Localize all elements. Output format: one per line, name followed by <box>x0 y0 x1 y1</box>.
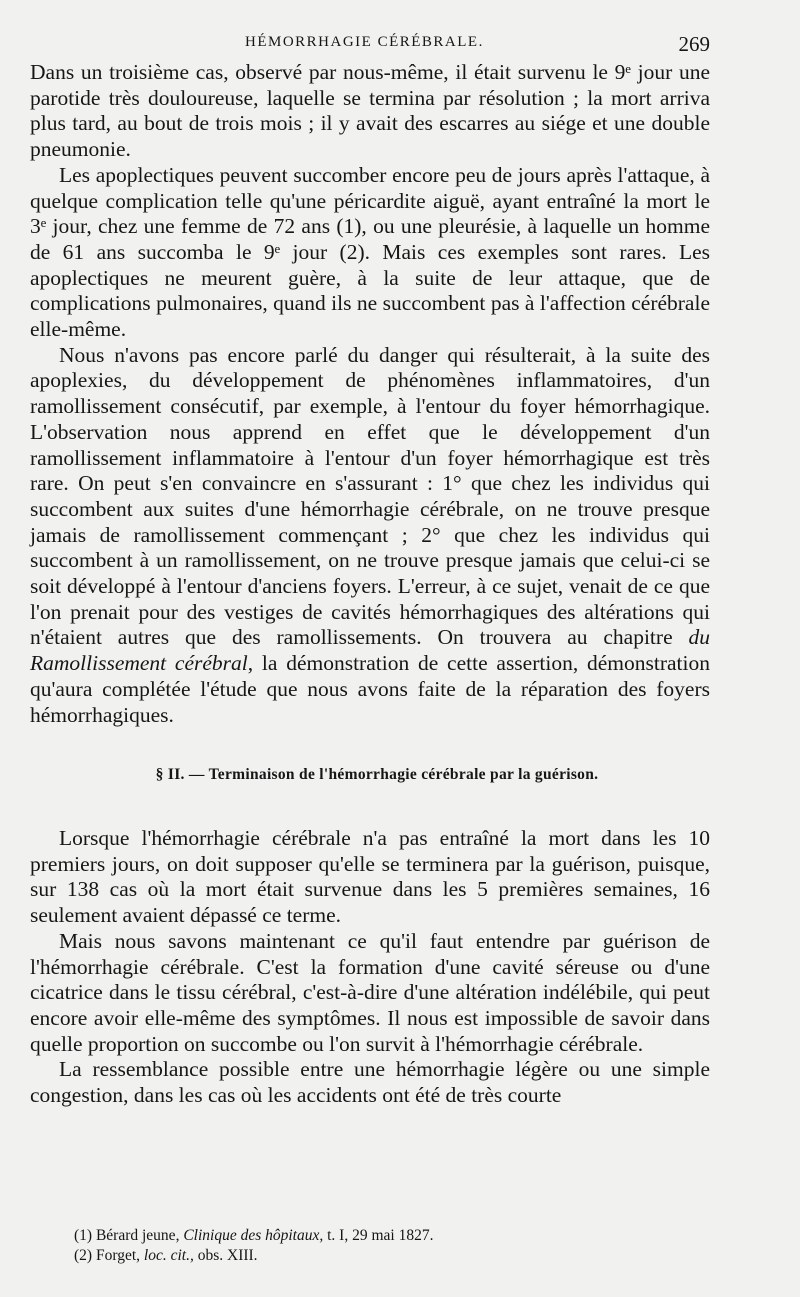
running-title: HÉMORRHAGIE CÉRÉBRALE. <box>245 34 484 50</box>
section-heading: § II. — Terminaison de l'hémorrhagie cérébrale par la guérison. <box>155 766 599 784</box>
paragraph-3-text: Nous n'avons pas encore parlé du danger qui résulterait, à la suite des apoplexies, du développement de phénomènes inflammatoires, d'un ramollissement consécutif, par exemple, à l'entour du foyer hémorrhagique. L'observation nous apprend en effet que le développement d'un ramollissement inflammatoire à l'entour d'un foyer hémorrhagique est très rare. On peut s'en convaincre en s'assurant : 1° que chez les individus qui succombent aux suites d'une hémorrhagie cérébrale, on ne trouve presque jamais de ramollissement commençant ; 2° que chez les individus qui succombent à un ramollissement, on ne trouve presque jamais que celui-ci se soit développé à l'entour d'anciens foyers. L'erreur, à ce sujet, venait de ce que l'on prenait pour des vestiges de cavités hémorrhagiques des altérations qui n'étaient autres que des ramollissements. On trouvera au chapitre <box>30 342 710 650</box>
page-header <box>30 32 718 60</box>
page-number: 269 <box>678 32 710 56</box>
footnote-2-author: Forget, <box>95 1247 141 1264</box>
paragraph-3 <box>30 343 710 729</box>
footnote-2-details: obs. XIII. <box>197 1247 258 1264</box>
paragraph-3-text-end: , la démonstration de cette assertion, démonstration qu'aura complétée l'étude que nous avons faite de la réparation des foyers hémorrhagiques. <box>30 651 710 727</box>
paragraph-4: Lorsque l'hémorrhagie cérébrale n'a pas entraîné la mort dans les 10 premiers jours, on doit supposer qu'elle se terminera par la guérison, puisque, sur 138 cas où la mort était survenue dans les 5 premières semaines, 16 seulement avaient dépassé ce terme. <box>30 825 710 928</box>
footnote-1-details: t. I, 29 mai 1827. <box>327 1227 434 1244</box>
footnote-1-title: Clinique des hôpitaux, <box>183 1227 324 1244</box>
footnotes <box>74 1226 674 1266</box>
footnote-1-author: Bérard jeune, <box>95 1227 180 1244</box>
body-text <box>30 60 710 1109</box>
chapter-reference: du Ramollissement cérébral <box>30 625 710 676</box>
paragraph-1: Dans un troisième cas, observé par nous-même, il était survenu le 9ᵉ jour une parotide très douloureuse, laquelle se termina par résolution ; la mort arriva plus tard, au bout de trois mois ; il y avait des escarres au siége et une double pneumonie. <box>30 60 710 162</box>
footnote-1-number: (1) <box>74 1227 93 1244</box>
paragraph-2: Les apoplectiques peuvent succomber encore peu de jours après l'attaque, à quelque complication telle qu'une péricardite aiguë, ayant entraîné la mort le 3ᵉ jour, chez une femme de 72 ans (1), ou une pleurésie, à laquelle un homme de 61 ans succomba le 9ᵉ jour (2). Mais ces exemples sont rares. Les apoplectiques ne meurent guère, à la suite de leur attaque, que de complications pulmonaires, quand ils ne succombent pas à l'affection cérébrale elle-même. <box>30 162 710 342</box>
paragraph-6: La ressemblance possible entre une hémorrhagie légère ou une simple congestion, dans les cas où les accidents ont été de très courte <box>30 1057 710 1108</box>
footnote-1 <box>74 1226 674 1246</box>
paragraph-5: Mais nous savons maintenant ce qu'il faut entendre par guérison de l'hémorrhagie cérébrale. C'est la formation d'une cavité séreuse ou d'une cicatrice dans le tissu cérébral, c'est-à-dire d'une altération indélébile, qui peut encore avoir elle-même des symptômes. Il nous est impossible de savoir dans quelle proportion on succombe ou l'on survit à l'hémorrhagie cérébrale. <box>30 928 710 1056</box>
footnote-2 <box>74 1246 674 1266</box>
footnote-2-number: (2) <box>74 1247 93 1264</box>
footnote-2-title: loc. cit., <box>143 1247 194 1264</box>
